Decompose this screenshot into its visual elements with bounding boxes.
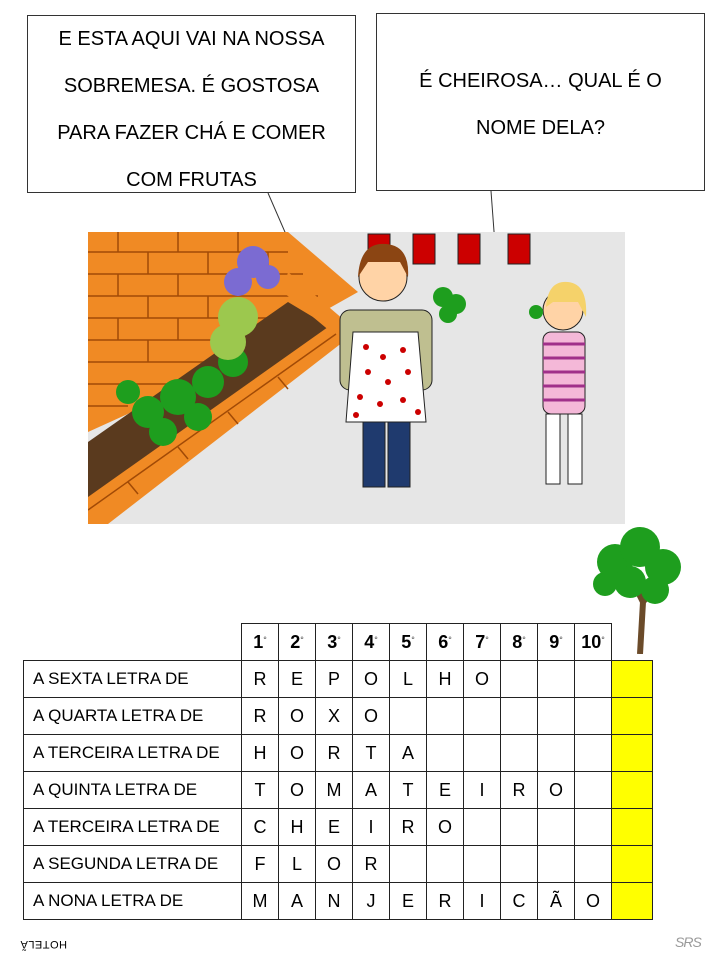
letter-cell [501, 735, 538, 772]
bubble-right-line: É CHEIROSA… QUAL É O [419, 70, 662, 92]
letter-cell: O [575, 883, 612, 920]
clue-text: A QUARTA LETRA DE [24, 698, 242, 735]
letter-cell [427, 846, 464, 883]
letter-cell: H [427, 661, 464, 698]
column-number: 3◦ [316, 624, 353, 661]
letter-cell [538, 698, 575, 735]
letter-cell [464, 846, 501, 883]
clue-text: A NONA LETRA DE [24, 883, 242, 920]
letter-cell [538, 809, 575, 846]
letter-cell: O [464, 661, 501, 698]
letter-cell: R [353, 846, 390, 883]
column-number: 10◦ [575, 624, 612, 661]
letter-cell: R [427, 883, 464, 920]
letter-cell: M [316, 772, 353, 809]
clue-text: A SEXTA LETRA DE [24, 661, 242, 698]
garden-scene-illustration [88, 232, 625, 524]
letter-cell: R [316, 735, 353, 772]
crossword-puzzle-table [23, 623, 653, 920]
letter-cell: O [353, 698, 390, 735]
column-number: 1◦ [242, 624, 279, 661]
letter-cell: N [316, 883, 353, 920]
letter-cell: H [279, 809, 316, 846]
letter-cell: O [316, 846, 353, 883]
letter-cell: T [390, 772, 427, 809]
letter-cell: L [279, 846, 316, 883]
clue-text: A TERCEIRA LETRA DE [24, 735, 242, 772]
puzzle-row [24, 846, 653, 883]
letter-cell [575, 809, 612, 846]
letter-cell [575, 772, 612, 809]
letter-cell: X [316, 698, 353, 735]
letter-cell [427, 735, 464, 772]
letter-cell [575, 698, 612, 735]
letter-cell: M [242, 883, 279, 920]
letter-cell: I [353, 809, 390, 846]
letter-cell: C [242, 809, 279, 846]
letter-cell [501, 698, 538, 735]
puzzle-row [24, 661, 653, 698]
letter-cell: R [242, 661, 279, 698]
letter-cell: J [353, 883, 390, 920]
letter-cell [427, 698, 464, 735]
srs-logo: SRS [675, 934, 701, 950]
number-header-row [24, 624, 653, 661]
answer-cell[interactable] [612, 809, 653, 846]
letter-cell: F [242, 846, 279, 883]
letter-cell: R [501, 772, 538, 809]
column-number: 2◦ [279, 624, 316, 661]
letter-cell: T [242, 772, 279, 809]
bubble-left-line: SOBREMESA. É GOSTOSA [63, 75, 320, 97]
letter-cell [464, 809, 501, 846]
letter-cell: A [279, 883, 316, 920]
clue-text: A TERCEIRA LETRA DE [24, 809, 242, 846]
answer-cell[interactable] [612, 661, 653, 698]
letter-cell: A [353, 772, 390, 809]
puzzle-rows [24, 661, 653, 920]
column-number: 7◦ [464, 624, 501, 661]
letter-cell [501, 661, 538, 698]
puzzle-row [24, 883, 653, 920]
column-number: 8◦ [501, 624, 538, 661]
letter-cell [390, 846, 427, 883]
bubble-right-line: NOME DELA? [476, 117, 605, 139]
bubble-left-line: COM FRUTAS [126, 169, 257, 191]
letter-cell [464, 735, 501, 772]
letter-cell: O [279, 735, 316, 772]
letter-cell: O [353, 661, 390, 698]
letter-cell: T [353, 735, 390, 772]
letter-cell: R [390, 809, 427, 846]
footer-label: HOTELÃ [20, 938, 68, 950]
letter-cell: E [390, 883, 427, 920]
puzzle-row [24, 698, 653, 735]
letter-cell [575, 846, 612, 883]
letter-cell: R [242, 698, 279, 735]
puzzle-row [24, 809, 653, 846]
letter-cell: E [279, 661, 316, 698]
letter-cell [538, 735, 575, 772]
bubble-left-line: E ESTA AQUI VAI NA NOSSA [58, 28, 325, 50]
header-blank [24, 624, 242, 661]
letter-cell: E [316, 809, 353, 846]
answer-cell[interactable] [612, 846, 653, 883]
clue-text: A SEGUNDA LETRA DE [24, 846, 242, 883]
column-number: 4◦ [353, 624, 390, 661]
letter-cell [390, 698, 427, 735]
letter-cell: L [390, 661, 427, 698]
header-blank [612, 624, 653, 661]
clue-text: A QUINTA LETRA DE [24, 772, 242, 809]
letter-cell: P [316, 661, 353, 698]
puzzle-row [24, 772, 653, 809]
puzzle-row [24, 735, 653, 772]
bubble-left-line: PARA FAZER CHÁ E COMER [57, 122, 326, 144]
letter-cell: I [464, 883, 501, 920]
column-number: 9◦ [538, 624, 575, 661]
letter-cell: O [279, 698, 316, 735]
letter-cell: H [242, 735, 279, 772]
answer-cell[interactable] [612, 883, 653, 920]
letter-cell: A [390, 735, 427, 772]
column-number: 5◦ [390, 624, 427, 661]
letter-cell [538, 661, 575, 698]
answer-cell[interactable] [612, 735, 653, 772]
letter-cell [464, 698, 501, 735]
answer-cell[interactable] [612, 772, 653, 809]
letter-cell: I [464, 772, 501, 809]
answer-cell[interactable] [612, 698, 653, 735]
letter-cell [501, 846, 538, 883]
letter-cell: O [538, 772, 575, 809]
letter-cell: Ã [538, 883, 575, 920]
column-number: 6◦ [427, 624, 464, 661]
letter-cell [501, 809, 538, 846]
letter-cell: E [427, 772, 464, 809]
letter-cell: C [501, 883, 538, 920]
letter-cell: O [279, 772, 316, 809]
letter-cell [538, 846, 575, 883]
letter-cell [575, 661, 612, 698]
letter-cell [575, 735, 612, 772]
letter-cell: O [427, 809, 464, 846]
